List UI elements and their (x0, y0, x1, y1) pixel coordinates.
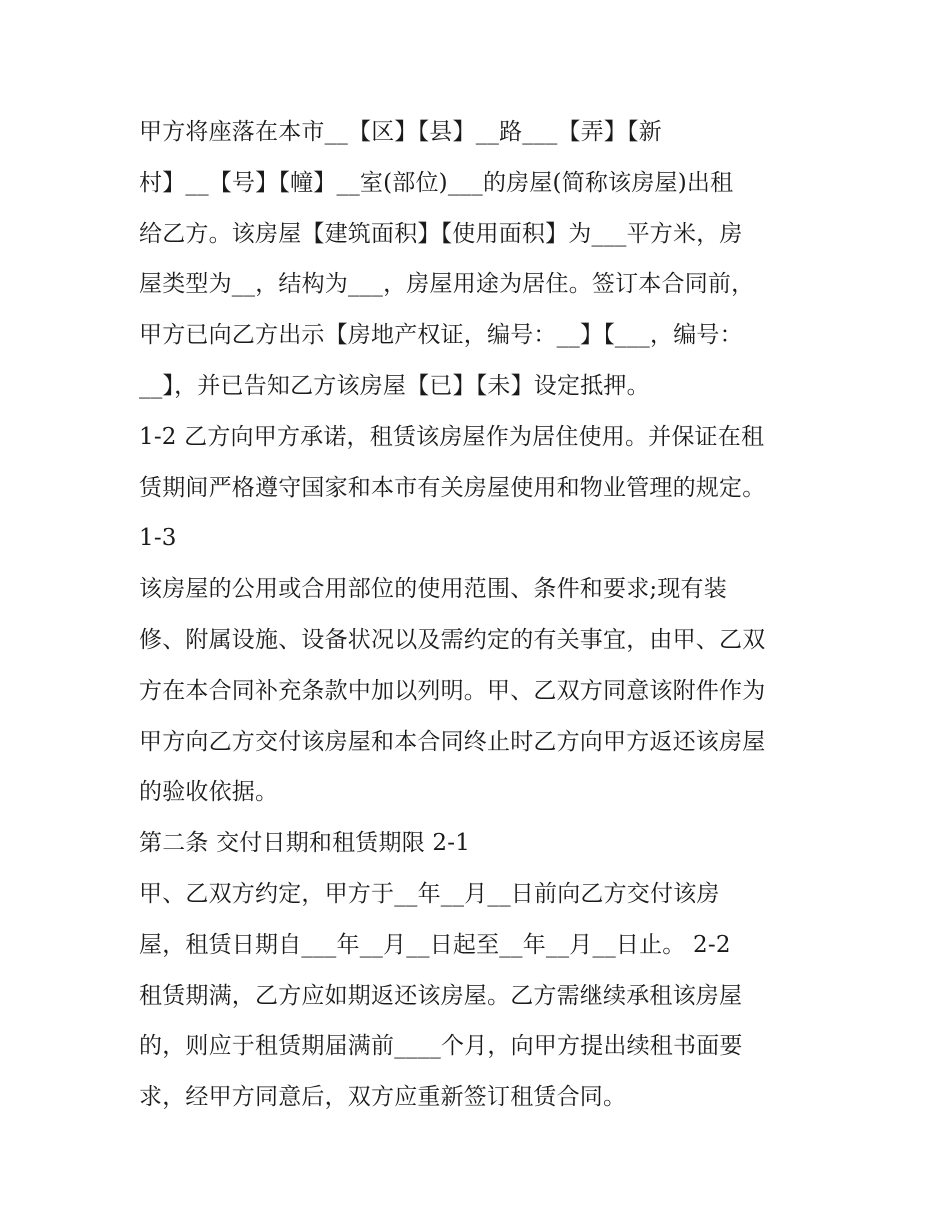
text-line: 求，经甲方同意后，双方应重新签订租赁合同。 (139, 1084, 627, 1111)
text-line: 赁期间严格遵守国家和本市有关房屋使用和物业管理的规定。 (139, 474, 766, 501)
text-line: 甲方将座落在本市__【区】【县】__路___【弄】【新 (139, 119, 662, 145)
text-line: 甲方向乙方交付该房屋和本合同终止时乙方向甲方返还该房屋 (139, 728, 766, 755)
text-line: 租赁期满，乙方应如期返还该房屋。乙方需继续承租该房屋 (139, 982, 743, 1009)
text-line: 该房屋的公用或合用部位的使用范围、条件和要求;现有装 (139, 576, 727, 603)
text-line: 屋类型为__，结构为___，房屋用途为居住。签订本合同前， (139, 271, 755, 298)
text-line: 屋，租赁日期自___年__月__日起至__年__月__日止。 2-2 (139, 931, 731, 958)
text-line: __】，并已告知乙方该房屋【已】【未】设定抵押。 (139, 372, 650, 399)
section-heading: 第二条 交付日期和租赁期限 2-1 (139, 830, 471, 857)
text-line: 甲、乙双方约定，甲方于__年__月__日前向乙方交付该房 (139, 880, 720, 907)
text-line: 的，则应于租赁期届满前____个月，向甲方提出续租书面要 (139, 1033, 743, 1060)
text-line: 方在本合同补充条款中加以列明。甲、乙双方同意该附件作为 (139, 677, 766, 704)
document-body (139, 107, 829, 1123)
text-line: 村】__【号】【幢】__室(部位)___的房屋(简称该房屋)出租 (139, 169, 734, 196)
text-line: 1-3 (139, 525, 177, 552)
text-line: 甲方已向乙方出示【房地产权证，编号：__】【___，编号： (139, 322, 743, 349)
text-line: 给乙方。该房屋【建筑面积】【使用面积】为___平方米，房 (139, 220, 743, 247)
text-line: 1-2 乙方向甲方承诺，租赁该房屋作为居住使用。并保证在租 (139, 423, 765, 450)
text-line: 修、附属设施、设备状况以及需约定的有关事宜，由甲、乙双 (139, 626, 766, 653)
text-line: 的验收依据。 (139, 779, 279, 806)
